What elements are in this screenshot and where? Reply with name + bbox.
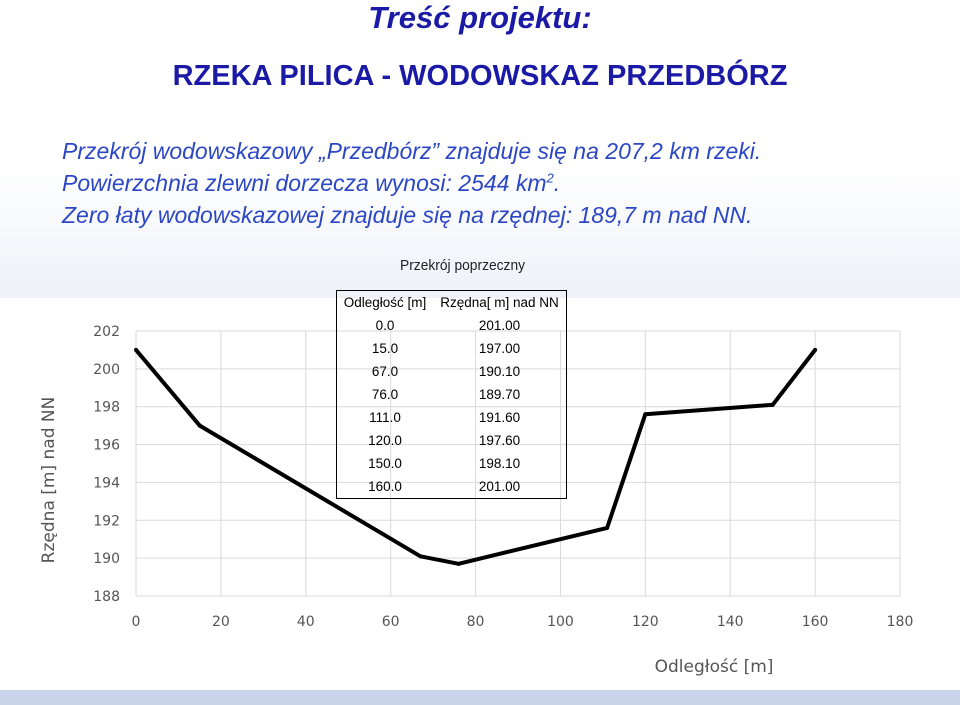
data-point <box>605 526 609 530</box>
x-tick-label: 20 <box>211 614 230 630</box>
table-header-row <box>337 291 566 314</box>
table-row <box>337 337 566 360</box>
table-cell-elevation: 190.10 <box>478 364 521 379</box>
x-tick-label: 160 <box>801 614 829 630</box>
table-cell-distance: 0.0 <box>375 318 395 333</box>
data-point <box>771 403 775 407</box>
table-row <box>337 406 566 429</box>
data-point <box>813 348 817 352</box>
table-row <box>337 383 566 406</box>
table-header-distance: Odległość [m] <box>343 295 427 310</box>
table-row <box>337 475 566 498</box>
chart-heading: Przekrój poprzeczny <box>400 257 526 274</box>
footer-bar <box>0 690 960 705</box>
table-cell-elevation: 201.00 <box>478 318 521 333</box>
y-tick-label: 194 <box>93 475 120 492</box>
x-tick-label: 120 <box>631 614 659 630</box>
slide-title: Treść projektu: <box>368 0 592 35</box>
y-tick-label: 198 <box>93 399 120 416</box>
table-header-elevation: Rzędna[ m] nad NN <box>440 295 559 310</box>
x-tick-label: 80 <box>466 614 485 630</box>
x-tick-label: 0 <box>131 614 141 630</box>
data-point <box>198 424 202 428</box>
table-cell-elevation: 191.60 <box>478 410 521 425</box>
table-row <box>337 452 566 475</box>
table-cell-elevation: 197.00 <box>478 341 521 356</box>
table-cell-distance: 76.0 <box>371 387 399 402</box>
y-tick-label: 196 <box>93 437 120 454</box>
table-cell-distance: 111.0 <box>369 410 401 425</box>
table-cell-distance: 67.0 <box>371 364 399 379</box>
table-cell-distance: 150.0 <box>368 456 402 471</box>
slide-subtitle: RZEKA PILICA - WODOWSKAZ PRZEDBÓRZ <box>172 60 788 92</box>
table-cell-distance: 160.0 <box>368 479 402 494</box>
y-tick-label: 188 <box>93 589 120 605</box>
superscript: 2 <box>546 170 554 186</box>
x-tick-label: 180 <box>886 614 914 630</box>
description-line-2-text: Powierzchnia zlewni dorzecza wynosi: 2544 km <box>62 170 547 196</box>
table-cell-elevation: 197.60 <box>478 433 521 448</box>
description-line-2-end: . <box>553 170 561 196</box>
table-cell-distance: 120.0 <box>368 433 402 448</box>
x-tick-label: 60 <box>381 614 400 630</box>
x-tick-label: 140 <box>716 614 744 630</box>
data-point <box>457 562 461 566</box>
y-tick-label: 200 <box>93 361 120 378</box>
y-tick-label: 190 <box>93 551 120 568</box>
table-cell-elevation: 189.70 <box>478 387 521 402</box>
y-tick-label: 202 <box>93 324 120 340</box>
data-point <box>134 348 138 352</box>
table-cell-distance: 15.0 <box>371 341 399 356</box>
table-cell-elevation: 201.00 <box>478 479 521 494</box>
x-axis-label: Odległość [m] <box>654 657 774 677</box>
table-row <box>337 360 566 383</box>
table-row <box>337 429 566 452</box>
table-row <box>337 314 566 337</box>
description-line-1: Przekrój wodowskazowy „Przedbórz” znajduje się na 207,2 km rzeki. <box>62 138 762 164</box>
data-table <box>336 290 567 499</box>
data-point <box>643 412 647 416</box>
y-axis-label: Rzędna [m] nad NN <box>39 396 59 564</box>
table-cell-elevation: 198.10 <box>478 456 521 471</box>
x-tick-label: 40 <box>296 614 315 630</box>
description-line-3: Zero łaty wodowskazowej znajduje się na rzędnej: 189,7 m nad NN. <box>62 202 753 228</box>
y-tick-label: 192 <box>93 513 120 530</box>
x-tick-label: 100 <box>547 614 574 630</box>
data-point <box>418 554 422 558</box>
